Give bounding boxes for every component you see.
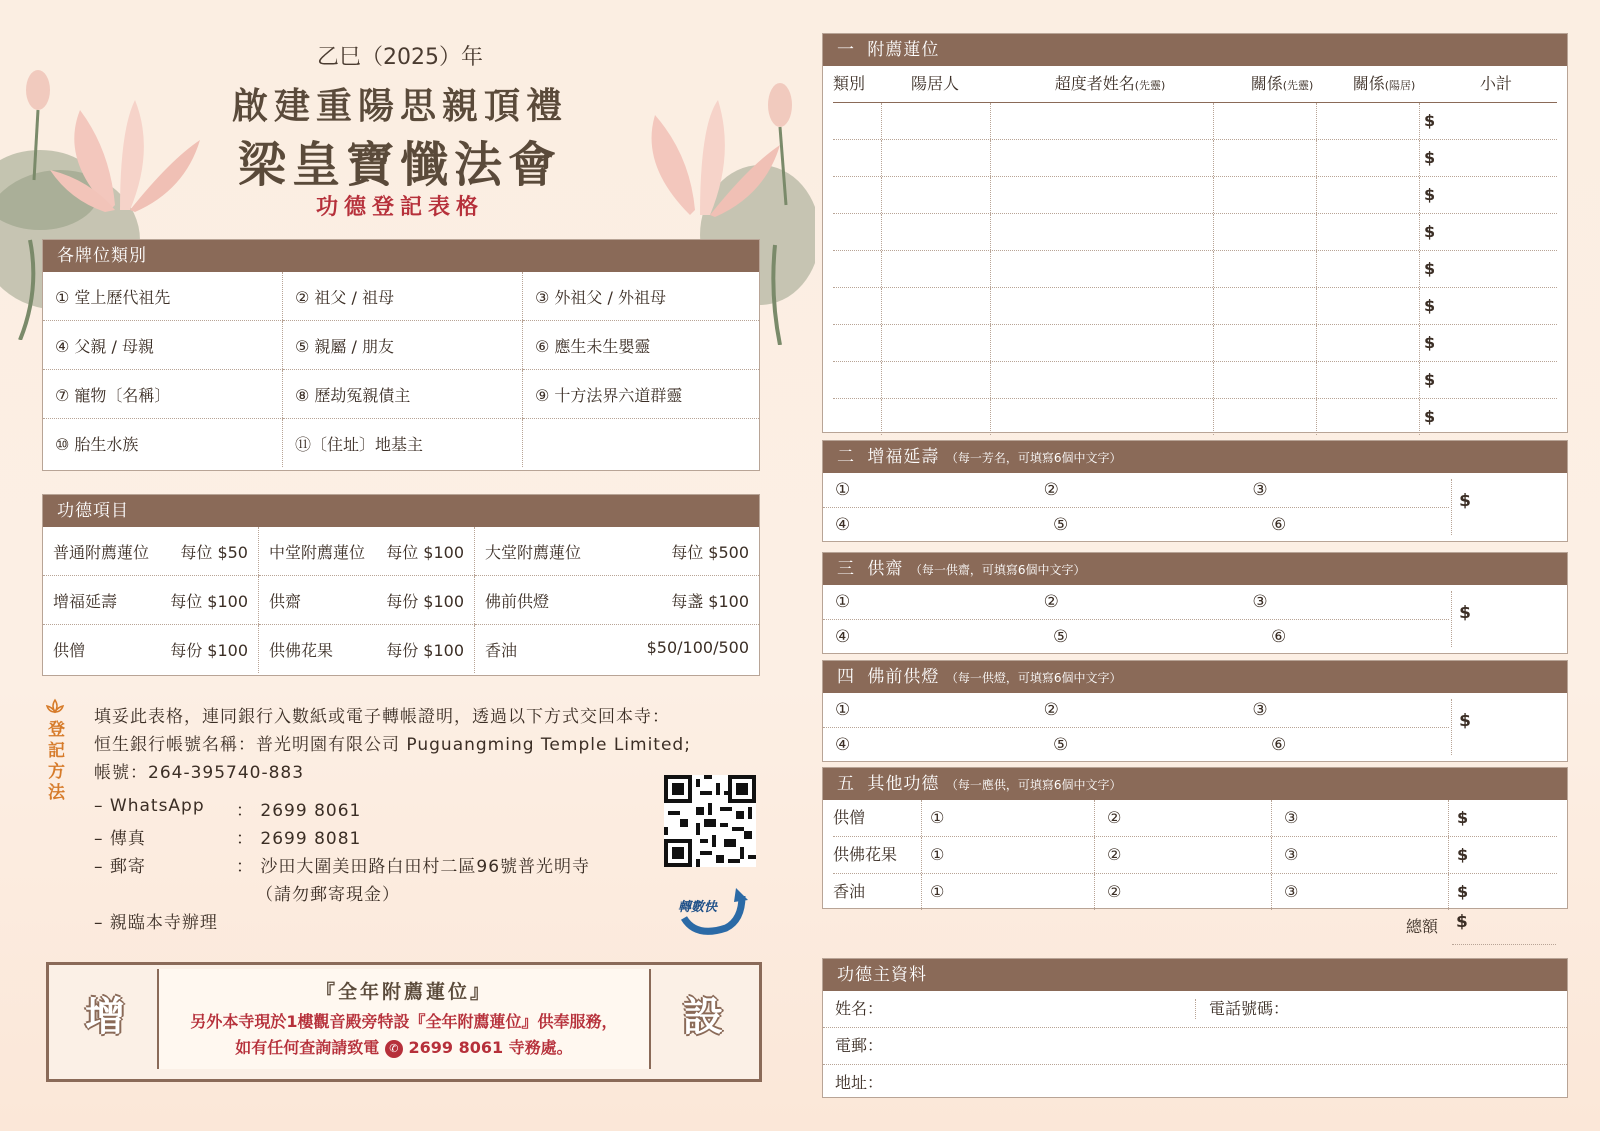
table-row xyxy=(833,837,1557,874)
slot-3[interactable]: ③ xyxy=(1272,874,1449,910)
donor-address-label: 地址： xyxy=(835,1073,884,1092)
table-row xyxy=(833,800,1557,837)
merit-name: 供佛花果 xyxy=(269,640,334,660)
separator xyxy=(1451,479,1453,535)
table-row xyxy=(833,288,1557,325)
col-deceased-note: (先靈) xyxy=(1134,79,1166,92)
section-1-num: 一 xyxy=(837,40,855,60)
merit-cell xyxy=(43,625,259,674)
section-1-columns xyxy=(833,66,1557,103)
table-row xyxy=(833,251,1557,288)
annual-plaque-banner xyxy=(46,962,762,1082)
merit-name: 增福延壽 xyxy=(53,591,118,611)
merit-name: 大堂附薦蓮位 xyxy=(485,542,582,562)
section-1-rows xyxy=(833,103,1557,435)
bank-account-number: 帳號：264-395740-883 xyxy=(94,763,305,783)
total-currency[interactable]: $ xyxy=(1456,912,1468,932)
plaque-cell: ⑦ 寵物〔名稱〕 xyxy=(43,370,283,419)
slot-3[interactable]: ③ xyxy=(1272,837,1449,873)
col-deceased xyxy=(989,66,1231,102)
section-5-title: 其他功德 xyxy=(867,774,940,794)
section-2-currency[interactable]: $ xyxy=(1459,491,1471,511)
merit-name: 供僧 xyxy=(53,640,86,660)
col-resident: 陽居人 xyxy=(910,74,959,93)
slot-3[interactable]: ③ xyxy=(1252,480,1268,500)
year-label: 乙巳（2025）年 xyxy=(317,45,483,70)
fps-label: 轉數快 xyxy=(678,900,718,915)
section-2-title: 增福延壽 xyxy=(867,447,940,467)
donor-address-row xyxy=(823,1065,1567,1101)
plaque-cell: ① 堂上歷代祖先 xyxy=(43,272,283,321)
section-5-note: （每一應供，可填寫6個中文字） xyxy=(945,778,1122,792)
col-relation2-label: 關係 xyxy=(1352,74,1385,93)
banner-line1: 另外本寺現於1樓觀音殿旁特設『全年附薦蓮位』供奉服務， xyxy=(190,1012,618,1031)
table-row xyxy=(43,625,759,674)
merit-items-panel xyxy=(42,494,760,676)
slot-2[interactable]: ② xyxy=(1043,592,1059,612)
section-4-panel xyxy=(822,660,1568,762)
plaque-cell: ④ 父親 / 母親 xyxy=(43,321,283,370)
section-3-note: （每一供齋，可填寫6個中文字） xyxy=(909,563,1086,577)
other-item-label: 供佛花果 xyxy=(833,837,922,873)
col-relation2-note: (陽居) xyxy=(1384,79,1416,92)
table-row xyxy=(833,362,1557,399)
section-5-rows xyxy=(833,800,1557,910)
method-fax-label: – 傳真 xyxy=(94,829,146,849)
separator xyxy=(1451,591,1453,647)
slot-3[interactable]: ③ xyxy=(1272,800,1449,836)
slot-5[interactable]: ⑤ xyxy=(1053,735,1069,755)
plaque-cell: ⑪〔住址〕地基主 xyxy=(283,419,523,468)
col-category: 類別 xyxy=(833,74,866,93)
merit-items-table xyxy=(43,527,759,673)
plaque-cell: ⑩ 胎生水族 xyxy=(55,434,139,454)
section-1-panel xyxy=(822,33,1568,433)
subtotal-currency[interactable]: $ xyxy=(1424,407,1436,426)
banner-inner xyxy=(157,969,651,1069)
slot-1[interactable]: ① xyxy=(835,480,851,500)
col-deceased-label: 超度者姓名 xyxy=(1054,74,1135,93)
slot-1[interactable]: ① xyxy=(835,700,851,720)
merit-price: 每位 $50 xyxy=(180,542,248,562)
section-5-header xyxy=(823,768,1567,800)
section-4-header xyxy=(823,661,1567,693)
subtotal-currency[interactable]: $ xyxy=(1424,259,1436,278)
plaque-cell xyxy=(523,419,760,468)
slot-1[interactable]: ① xyxy=(922,874,1095,910)
slot-1[interactable]: ① xyxy=(922,837,1095,873)
slot-row-2 xyxy=(823,728,1567,762)
section-2-panel xyxy=(822,440,1568,542)
merit-cell xyxy=(43,527,259,576)
other-item-label: 供僧 xyxy=(833,800,922,836)
slot-row-2 xyxy=(823,620,1567,654)
section-4-note: （每一供燈，可填寫6個中文字） xyxy=(945,671,1122,685)
method-mail-value: ： 沙田大圍美田路白田村二區96號普光明寺 xyxy=(236,857,591,877)
col-relation1-note: (先靈) xyxy=(1282,79,1314,92)
merit-price: $50/100/500 xyxy=(646,637,749,657)
donor-info-title: 功德主資料 xyxy=(823,959,1567,991)
merit-cell xyxy=(475,625,760,674)
table-row xyxy=(43,272,759,321)
slot-1[interactable]: ① xyxy=(835,592,851,612)
banner-title: 『全年附薦蓮位』 xyxy=(315,981,492,1003)
merit-price: 每份 $100 xyxy=(170,640,248,660)
donor-name-input[interactable] xyxy=(888,994,1188,1014)
other-currency[interactable]: $ xyxy=(1457,845,1469,864)
merit-price: 每位 $500 xyxy=(671,542,749,562)
plaque-types-title: 各牌位類別 xyxy=(43,240,759,272)
slot-3[interactable]: ③ xyxy=(1252,700,1268,720)
slot-row-1 xyxy=(823,473,1449,508)
table-row xyxy=(43,321,759,370)
section-3-title: 供齋 xyxy=(867,559,904,579)
merit-cell xyxy=(259,527,475,576)
subtotal-currency[interactable]: $ xyxy=(1424,333,1436,352)
col-relation-deceased xyxy=(1231,66,1333,102)
subtotal-currency[interactable]: $ xyxy=(1424,185,1436,204)
table-row xyxy=(833,399,1557,435)
section-3-panel xyxy=(822,552,1568,654)
registration-line1: 填妥此表格，連同銀行入數紙或電子轉帳證明，透過以下方式交回本寺： xyxy=(94,707,670,727)
method-mail-label: – 郵寄 xyxy=(94,857,146,877)
col-subtotal: 小計 xyxy=(1479,74,1512,93)
table-row xyxy=(43,576,759,625)
banner-left-char: 增 xyxy=(85,994,125,1040)
slot-row-1 xyxy=(823,585,1449,620)
slot-row-2 xyxy=(823,508,1567,542)
subtotal-currency[interactable]: $ xyxy=(1424,370,1436,389)
merit-cell xyxy=(43,576,259,625)
other-currency[interactable]: $ xyxy=(1457,882,1469,901)
section-3-num: 三 xyxy=(837,559,855,579)
donor-info-panel xyxy=(822,958,1568,1098)
form-subtitle: 功德登記表格 xyxy=(315,195,484,220)
section-5-panel xyxy=(822,767,1568,909)
lotus-small-icon xyxy=(44,698,66,716)
merit-name: 供齋 xyxy=(269,591,302,611)
merit-price: 每份 $100 xyxy=(386,591,464,611)
col-relation-resident xyxy=(1333,66,1435,102)
table-row xyxy=(833,874,1557,910)
table-row xyxy=(833,325,1557,362)
slot-6[interactable]: ⑥ xyxy=(1271,627,1287,647)
merit-name: 香油 xyxy=(485,640,518,660)
merit-cell xyxy=(259,576,475,625)
table-row xyxy=(43,527,759,576)
section-4-currency[interactable]: $ xyxy=(1459,711,1471,731)
merit-name: 普通附薦蓮位 xyxy=(53,542,150,562)
section-1-header xyxy=(823,34,1567,66)
slot-1[interactable]: ① xyxy=(922,800,1095,836)
slot-row-1 xyxy=(823,693,1449,728)
section-5-num: 五 xyxy=(837,774,855,794)
donor-name-label: 姓名： xyxy=(835,999,884,1018)
donor-email-label: 電郵： xyxy=(835,1036,884,1055)
plaque-cell: ② 祖父 / 祖母 xyxy=(283,272,523,321)
section-1-title: 附薦蓮位 xyxy=(867,40,940,60)
method-mail-note: （請勿郵寄現金） xyxy=(256,885,400,905)
section-2-header xyxy=(823,441,1567,473)
subtotal-currency[interactable]: $ xyxy=(1424,296,1436,315)
table-row xyxy=(833,140,1557,177)
donor-name-row xyxy=(823,991,1567,1028)
qr-code[interactable] xyxy=(664,775,756,867)
col-relation1-label: 關係 xyxy=(1250,74,1283,93)
banner-line2-wrap xyxy=(159,1035,649,1058)
subtotal-currency[interactable]: $ xyxy=(1424,148,1436,167)
plaque-cell: ⑤ 親屬 / 朋友 xyxy=(283,321,523,370)
plaque-types-table xyxy=(43,272,759,467)
table-row xyxy=(43,419,759,468)
method-fax-value: ： 2699 8081 xyxy=(236,829,362,849)
section-3-currency[interactable]: $ xyxy=(1459,603,1471,623)
merit-cell xyxy=(475,576,760,625)
table-row xyxy=(833,177,1557,214)
plaque-types-panel xyxy=(42,239,760,471)
section-2-num: 二 xyxy=(837,447,855,467)
method-whatsapp-value: ： 2699 8061 xyxy=(236,801,362,821)
plaque-cell: ⑨ 十方法界六道群靈 xyxy=(523,370,760,419)
slot-6[interactable]: ⑥ xyxy=(1271,515,1287,535)
slot-2[interactable]: ② xyxy=(1043,480,1059,500)
divider xyxy=(1195,999,1196,1019)
merit-items-title: 功德項目 xyxy=(43,495,759,527)
table-row xyxy=(833,214,1557,251)
subtotal-currency[interactable]: $ xyxy=(1424,111,1436,130)
method-whatsapp-label: – WhatsApp xyxy=(94,796,205,816)
merit-name: 佛前供燈 xyxy=(485,591,550,611)
table-row xyxy=(833,103,1557,140)
donor-email-row xyxy=(823,1028,1567,1065)
subtotal-currency[interactable]: $ xyxy=(1424,222,1436,241)
merit-cell xyxy=(259,625,475,674)
bank-account-name: 恒生銀行帳號名稱：普光明園有限公司 Puguangming Temple Limited; xyxy=(94,735,691,755)
merit-price: 每位 $100 xyxy=(170,591,248,611)
plaque-cell: ③ 外祖父 / 外祖母 xyxy=(523,272,760,321)
slot-2[interactable]: ② xyxy=(1095,800,1272,836)
title-line2: 梁皇寶懺法會 xyxy=(237,137,562,193)
table-row xyxy=(43,370,759,419)
merit-cell xyxy=(475,527,760,576)
banner-line2: 如有任何查詢請致電 xyxy=(235,1038,380,1057)
other-currency[interactable]: $ xyxy=(1457,808,1469,827)
slot-2[interactable]: ② xyxy=(1043,700,1059,720)
total-underline xyxy=(1452,944,1556,945)
method-in-person: – 親臨本寺辦理 xyxy=(94,913,218,933)
slot-2[interactable]: ② xyxy=(1095,874,1272,910)
merit-name: 中堂附薦蓮位 xyxy=(269,542,366,562)
plaque-cell: ⑧ 歷劫冤親債主 xyxy=(283,370,523,419)
plaque-cell: ⑥ 應生未生嬰靈 xyxy=(523,321,760,370)
merit-price: 每位 $100 xyxy=(386,542,464,562)
merit-price: 每盞 $100 xyxy=(671,591,749,611)
slot-4[interactable]: ④ xyxy=(835,515,851,535)
donor-phone-label: 電話號碼： xyxy=(1209,999,1290,1018)
registration-vertical-label: 登記方法 xyxy=(48,720,65,803)
section-2-note: （每一芳名，可填寫6個中文字） xyxy=(945,451,1122,465)
slot-3[interactable]: ③ xyxy=(1252,592,1268,612)
slot-5[interactable]: ⑤ xyxy=(1053,627,1069,647)
banner-right-char: 設 xyxy=(683,994,723,1040)
slot-2[interactable]: ② xyxy=(1095,837,1272,873)
slot-4[interactable]: ④ xyxy=(835,735,851,755)
phone-icon: ✆ xyxy=(385,1040,403,1058)
slot-6[interactable]: ⑥ xyxy=(1271,735,1287,755)
section-4-num: 四 xyxy=(837,667,855,687)
title-line1: 啟建重陽思親頂禮 xyxy=(231,86,568,127)
slot-5[interactable]: ⑤ xyxy=(1053,515,1069,535)
separator xyxy=(1451,699,1453,755)
other-item-label: 香油 xyxy=(833,874,922,910)
section-4-title: 佛前供燈 xyxy=(867,667,940,687)
section-3-header xyxy=(823,553,1567,585)
banner-phone: 2699 8061 寺務處。 xyxy=(408,1038,573,1057)
total-label: 總額 xyxy=(1406,917,1439,936)
merit-price: 每份 $100 xyxy=(386,640,464,660)
slot-4[interactable]: ④ xyxy=(835,627,851,647)
